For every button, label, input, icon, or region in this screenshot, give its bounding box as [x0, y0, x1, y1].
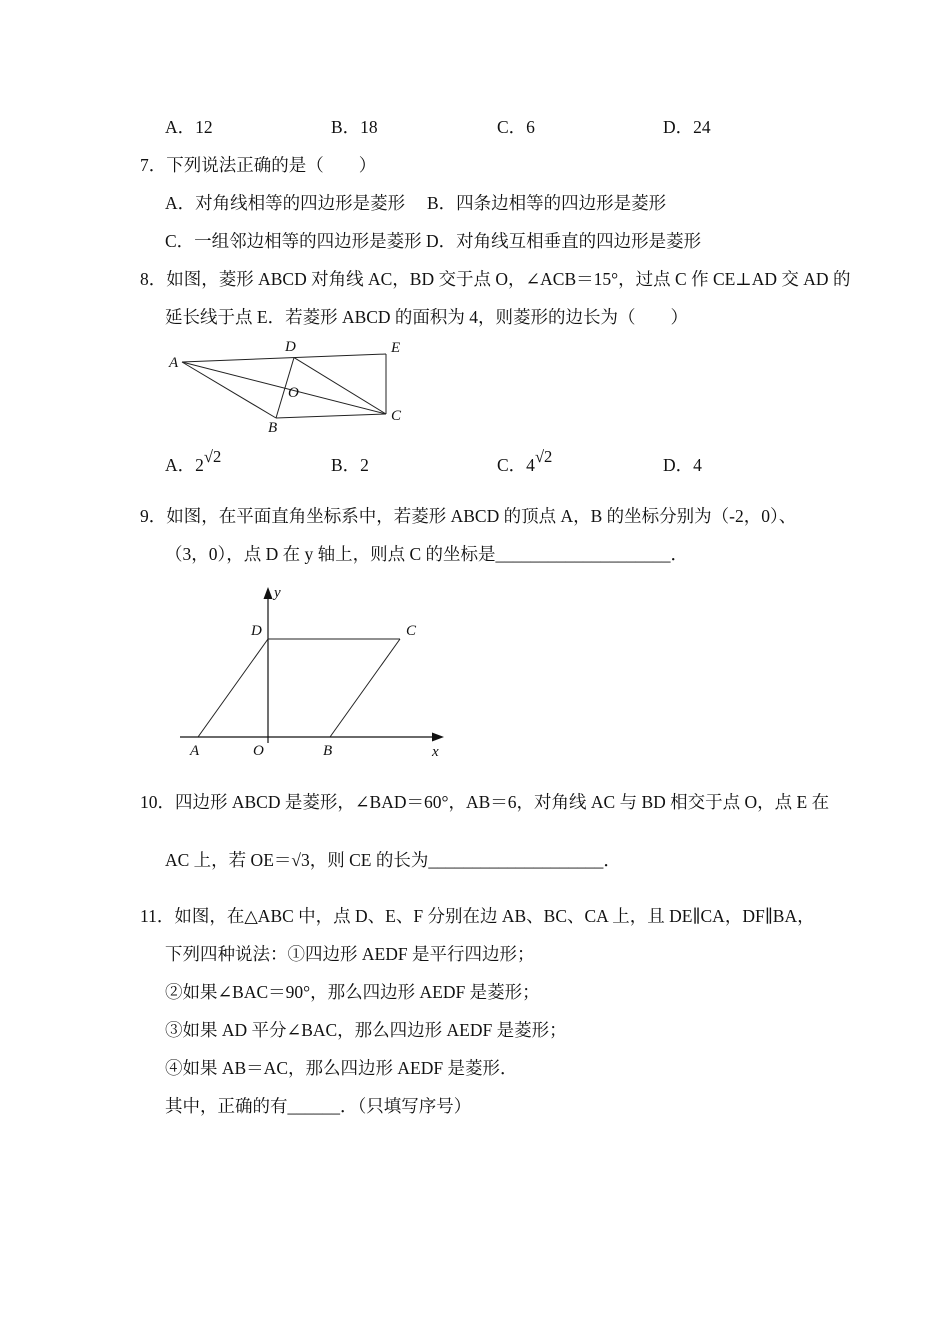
q9-figure-label-A: A: [190, 743, 200, 759]
q11-statement-2: ②如果∠BAC＝90°，那么四边形 AEDF 是菱形；: [165, 982, 540, 1002]
q9-figure: [168, 579, 460, 771]
q9-stem-line-1: 9．如图，在平面直角坐标系中，若菱形 ABCD 的顶点 A，B 的坐标分别为（-2，0）、: [140, 506, 797, 526]
q8-figure: [168, 340, 412, 436]
q11-statement-4: ④如果 AB＝AC，那么四边形 AEDF 是菱形．: [165, 1058, 518, 1078]
q10-stem-line-2: AC 上，若 OE＝√3，则 CE 的长为____________________．: [165, 850, 621, 870]
q9-figure-label-O: O: [253, 743, 264, 759]
q6-option-c: C．6: [497, 117, 535, 137]
q10-stem-line-1: 10．四边形 ABCD 是菱形，∠BAD＝60°，AB＝6，对角线 AC 与 BD 相交于点 O，点 E 在: [140, 792, 830, 812]
q9-rhombus-geometry: [198, 639, 400, 737]
q8-stem-line-1: 8．如图，菱形 ABCD 对角线 AC，BD 交于点 O，∠ACB＝15°，过点 C 作 CE⊥AD 交 AD 的: [140, 269, 851, 289]
y-axis-arrow: [264, 587, 273, 599]
q11-conclusion: 其中，正确的有______．（只填写序号）: [165, 1096, 472, 1116]
q11-statement-3: ③如果 AD 平分∠BAC，那么四边形 AEDF 是菱形；: [165, 1020, 567, 1040]
q9-figure-label-B: B: [323, 743, 333, 759]
q7-stem: 7．下列说法正确的是（ ）: [140, 155, 377, 175]
q8-figure-label-A: A: [169, 355, 179, 371]
q9-figure-label-D: D: [251, 623, 262, 639]
q8-option-a: A．2√2: [165, 446, 222, 475]
q8-option-c: C．4√2: [497, 446, 553, 475]
q9-figure-label-C: C: [406, 623, 417, 639]
q8-option-c-radical: √2: [534, 446, 553, 466]
q8-figure-label-C: C: [391, 408, 402, 424]
q8-option-d: D．4: [663, 455, 702, 475]
q7-options-line-2: C．一组邻边相等的四边形是菱形 D．对角线互相垂直的四边形是菱形: [165, 231, 702, 251]
q8-figure-label-D: D: [285, 340, 296, 355]
q7-options-line-1: A．对角线相等的四边形是菱形 B．四条边相等的四边形是菱形: [165, 193, 667, 213]
q6-option-d: D．24: [663, 117, 711, 137]
q8-figure-label-E: E: [391, 340, 401, 356]
q8-option-b: B．2: [331, 455, 369, 475]
q11-stem-line-1: 11．如图，在△ABC 中，点 D、E、F 分别在边 AB、BC、CA 上，且 DE∥CA，DF∥BA，: [140, 906, 815, 926]
q8-stem-line-2: 延长线于点 E．若菱形 ABCD 的面积为 4，则菱形的边长为（ ）: [165, 307, 689, 327]
q8-rhombus-geometry: [182, 354, 386, 418]
x-axis-arrow: [432, 733, 444, 742]
q9-axes: [180, 587, 444, 743]
q9-figure-label-x: x: [432, 744, 439, 760]
q8-figure-label-B: B: [268, 420, 278, 436]
q6-option-b: B．18: [331, 117, 378, 137]
q9-figure-label-y: y: [274, 585, 281, 601]
q6-option-a: A．12: [165, 117, 213, 137]
q9-stem-line-2: （3，0），点 D 在 y 轴上，则点 C 的坐标是____________________．: [165, 544, 689, 564]
q11-statement-1: 下列四种说法：①四边形 AEDF 是平行四边形；: [165, 944, 535, 964]
q8-option-a-radical: √2: [203, 446, 222, 466]
q8-options-row: [165, 446, 895, 485]
q6-options-row: [165, 108, 895, 146]
q8-figure-label-O: O: [288, 385, 299, 401]
